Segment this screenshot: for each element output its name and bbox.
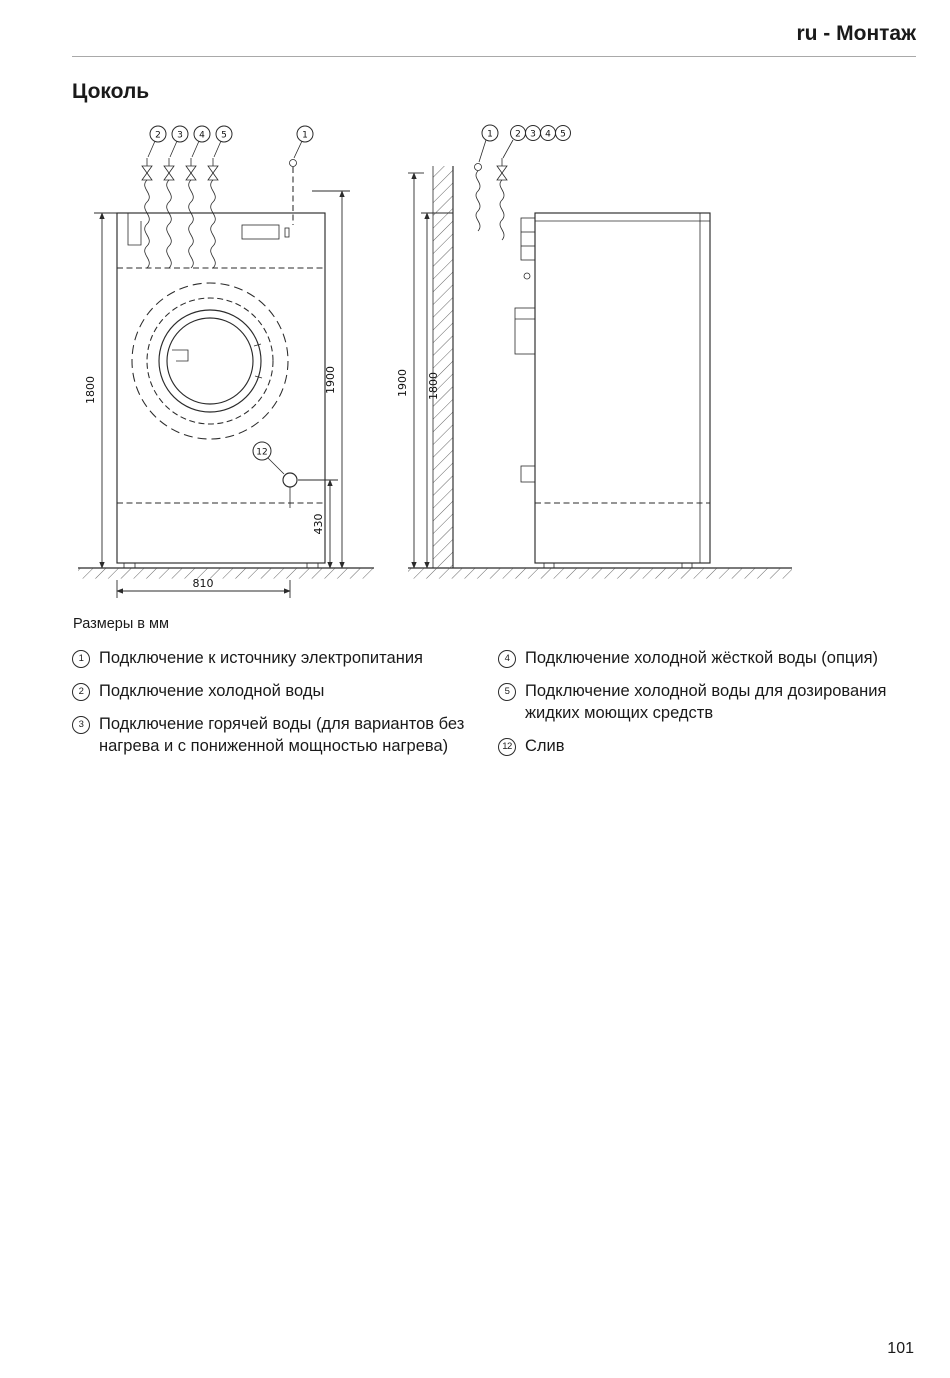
page-number: 101 [887, 1340, 914, 1357]
callout-3: 3 [530, 129, 536, 140]
dim-810 [117, 577, 290, 598]
dim-1900-front [312, 191, 350, 568]
machine-outline-side [535, 213, 710, 563]
legend-item [498, 736, 904, 758]
door-handle [172, 350, 188, 361]
wall [433, 166, 453, 568]
callout-4: 4 [545, 129, 551, 140]
callout-12: 12 [256, 447, 268, 458]
rear-connections [515, 218, 535, 482]
callout-1: 1 [302, 130, 308, 141]
callout-2: 2 [515, 129, 521, 140]
control-panel [242, 225, 279, 239]
callout-badge-4: 4 [498, 650, 516, 668]
callout-1: 1 [487, 129, 493, 140]
callout-3: 3 [177, 130, 183, 141]
svg-text:1900: 1900 [396, 369, 409, 397]
machine-outline-front [117, 213, 325, 563]
legend-item [498, 648, 904, 670]
callout-power-side [479, 125, 498, 162]
legend-item-text: Подключение холодной жёсткой воды (опция) [525, 649, 879, 667]
legend-item [498, 681, 904, 725]
callout-2: 2 [155, 130, 161, 141]
callout-4: 4 [199, 130, 205, 141]
svg-text:1900: 1900 [324, 366, 337, 394]
foot [307, 563, 318, 568]
legend [72, 648, 918, 769]
door-outer-dashed [132, 283, 288, 439]
callouts-front [148, 126, 232, 157]
callout-badge-2: 2 [72, 683, 90, 701]
legend-item-text: Подключение горячей воды (для вариантов без нагрева и с пониженной мощностью нагрева) [99, 714, 465, 755]
legend-column-left [72, 648, 478, 769]
legend-item [72, 681, 478, 703]
callout-5: 5 [560, 129, 566, 140]
svg-text:810: 810 [192, 577, 214, 590]
front-view [78, 126, 374, 598]
page-header-title: ru - Монтаж [796, 22, 916, 45]
callout-badge-5: 5 [498, 683, 516, 701]
callout-badge-1: 1 [72, 650, 90, 668]
door-ring [159, 310, 261, 412]
svg-text:430: 430 [312, 513, 325, 535]
legend-column-right [498, 648, 904, 769]
svg-text:1800: 1800 [427, 372, 440, 400]
drawing-svg [72, 118, 812, 610]
legend-item-text: Подключение холодной воды для дозирования жидких моющих средств [525, 681, 887, 722]
inlet-hose-side [500, 180, 504, 240]
side-view [396, 125, 792, 579]
header-rule [72, 56, 916, 57]
legend-item [72, 648, 478, 670]
callout-badge-12: 12 [498, 738, 516, 756]
section-title: Цоколь [72, 80, 150, 103]
foot [124, 563, 135, 568]
callout-badge-3: 3 [72, 716, 90, 734]
callouts-side [503, 126, 571, 159]
ground-hatch [408, 569, 792, 579]
inlet-hoses-front [145, 180, 216, 268]
inlet-valves-front [142, 158, 218, 180]
power-cord-side [475, 164, 482, 232]
dim-430 [298, 480, 338, 568]
legend-item-text: Подключение холодной воды [99, 681, 325, 700]
legend-item-text: Подключение к источнику электропитания [99, 649, 423, 667]
foot [544, 563, 554, 568]
installation-drawing [72, 118, 812, 610]
legend-item [72, 714, 478, 758]
callout-power-front [290, 126, 314, 225]
drain-assembly [253, 442, 297, 508]
dim-1900-side [396, 173, 424, 568]
inlet-valve-side [497, 158, 507, 240]
callout-5: 5 [221, 130, 227, 141]
foot [682, 563, 692, 568]
legend-item-text: Слив [525, 736, 565, 755]
dim-1800-front [84, 213, 117, 568]
svg-text:1800: 1800 [84, 376, 97, 404]
dimensions-note: Размеры в мм [73, 616, 169, 632]
ground-hatch [78, 569, 374, 579]
